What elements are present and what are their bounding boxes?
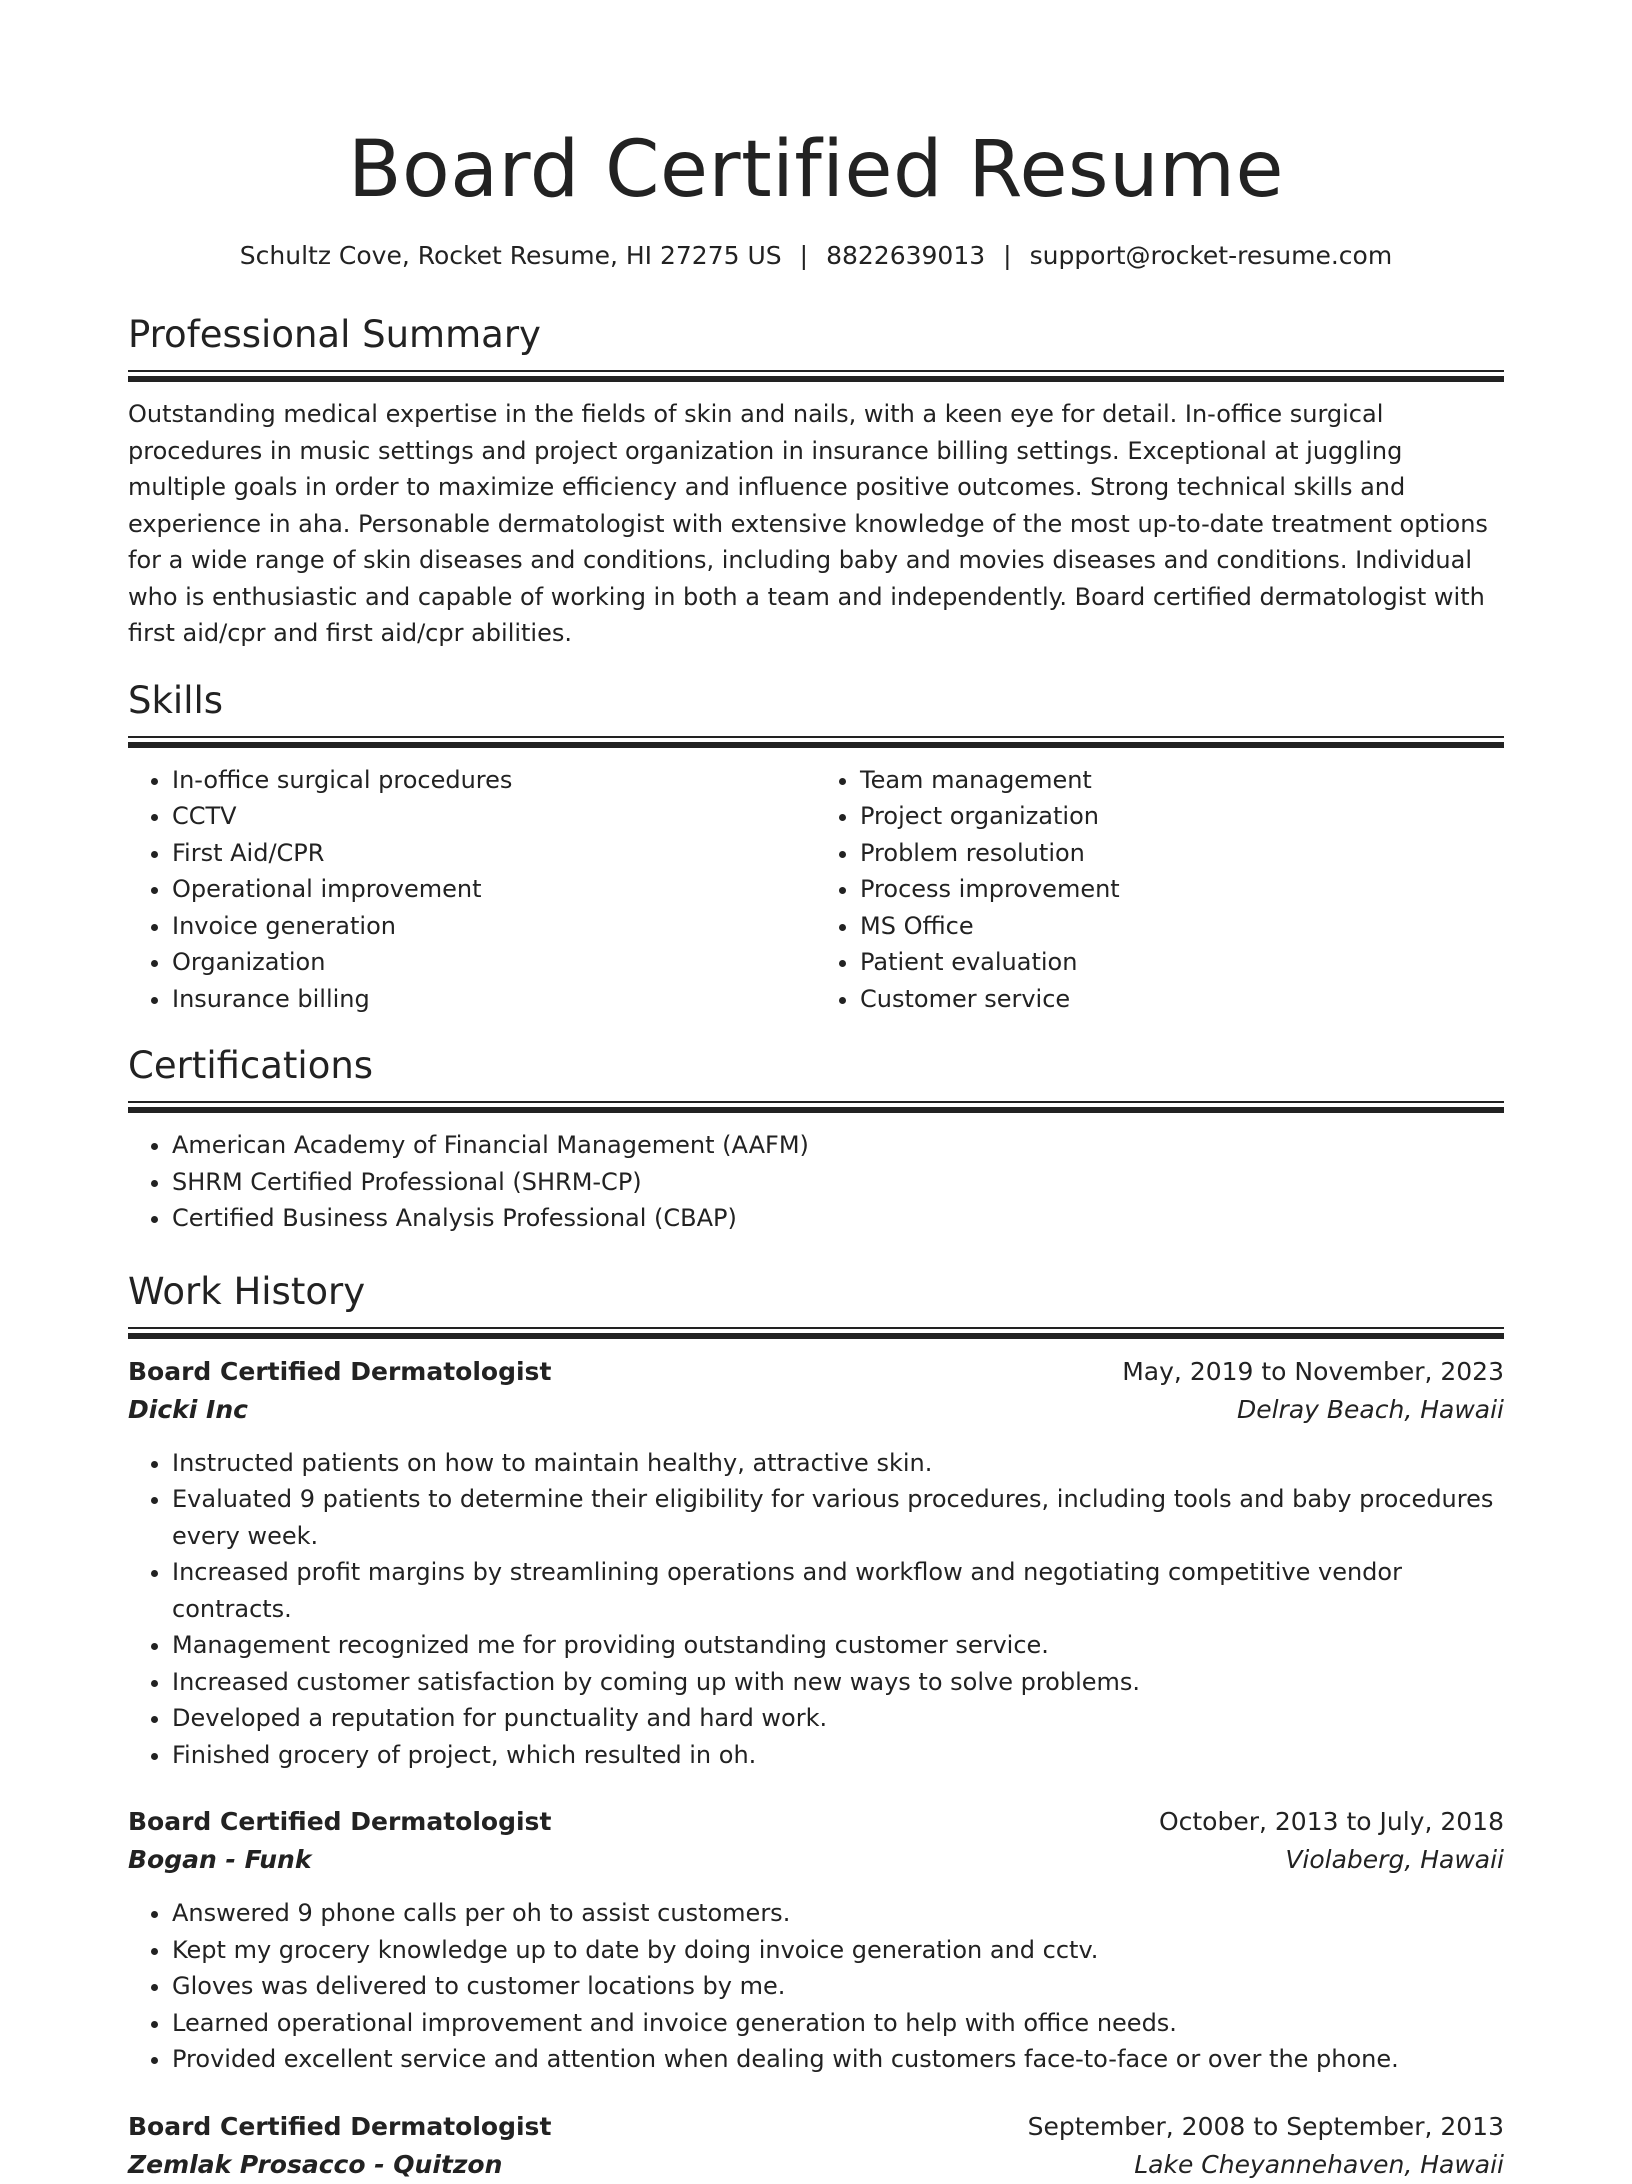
job-bullet: • Learned operational improvement and invoice generation to help with office needs. <box>172 2005 1504 2042</box>
summary-section <box>128 310 1504 652</box>
section-title-summary: Professional Summary <box>128 313 541 356</box>
job-bullet: • Developed a reputation for punctuality and hard work. <box>172 1700 1504 1737</box>
skills-right-column <box>816 762 1504 1018</box>
skill-item: • First Aid/CPR <box>172 835 816 872</box>
contact-separator: | <box>799 241 809 270</box>
job-company: Bogan - Funk <box>128 1845 312 1874</box>
skills-list-right <box>816 762 1504 1018</box>
summary-text: Outstanding medical expertise in the fields of skin and nails, with a keen eye for detail. In-office surgical procedures in music settings and project organization in insurance billing settings. Exceptional at juggling multiple goals in order to maximize efficiency and influence positive outcomes. Strong technical skills and experience in aha. Personable dermatologist with extensive knowledge of the most up-to-date treatment options for a wide range of skin diseases and conditions, including baby and movies diseases and conditions. Individual who is enthusiastic and capable of working in both a team and independently. Board certified dermatologist with first aid/cpr and first aid/cpr abilities. <box>128 400 1488 647</box>
job-bullet: • Increased customer satisfaction by coming up with new ways to solve problems. <box>172 1664 1504 1701</box>
job-bullet: • Evaluated 9 patients to determine their eligibility for various procedures, including tools and baby procedures every week. <box>172 1481 1504 1554</box>
job-bullet: • Management recognized me for providing outstanding customer service. <box>172 1627 1504 1664</box>
job-header-row <box>128 1353 1504 1391</box>
section-title-skills: Skills <box>128 678 224 722</box>
work-history-section <box>128 1267 1504 2184</box>
skill-item: • Patient evaluation <box>860 944 1504 981</box>
skill-item: • Invoice generation <box>172 908 816 945</box>
section-divider <box>128 736 1504 748</box>
job-dates: October, 2013 to July, 2018 <box>1158 1807 1504 1836</box>
skills-list-left <box>128 762 816 1018</box>
certification-item: • American Academy of Financial Management (AAFM) <box>172 1127 1504 1164</box>
skill-item: • Process improvement <box>860 871 1504 908</box>
job-location: Violaberg, Hawaii <box>1285 1845 1504 1874</box>
skill-item: • Project organization <box>860 798 1504 835</box>
certification-item: • SHRM Certified Professional (SHRM-CP) <box>172 1164 1504 1201</box>
section-divider <box>128 370 1504 382</box>
job-location: Delray Beach, Hawaii <box>1236 1394 1504 1424</box>
skill-item: • Organization <box>172 944 816 981</box>
contact-phone: 8822639013 <box>826 241 986 270</box>
job-header-row <box>128 2108 1504 2146</box>
job-bullet: • Kept my grocery knowledge up to date by doing invoice generation and cctv. <box>172 1932 1504 1969</box>
job-title: Board Certified Dermatologist <box>128 1807 552 1836</box>
job-header-row <box>128 1803 1504 1841</box>
skill-item: • In-office surgical procedures <box>172 762 816 799</box>
contact-separator: | <box>1003 241 1012 270</box>
job-dates: September, 2008 to September, 2013 <box>1027 2111 1504 2141</box>
job-bullet: • Increased profit margins by streamlining operations and workflow and negotiating competitive vendor contracts. <box>172 1554 1504 1627</box>
job-title: Board Certified Dermatologist <box>128 1356 552 1386</box>
section-divider <box>128 1101 1504 1113</box>
skill-item: • CCTV <box>172 798 816 835</box>
contact-line <box>128 238 1504 274</box>
skills-section <box>128 676 1504 1018</box>
resume-name: Board Certified Resume <box>348 125 1284 215</box>
certifications-section <box>128 1041 1504 1237</box>
contact-email: support@rocket-resume.com <box>1029 241 1393 270</box>
job-company: Zemlak Prosacco - Quitzon <box>128 2149 503 2179</box>
section-title-work-history: Work History <box>128 1269 366 1313</box>
job-bullets <box>128 1445 1504 1774</box>
section-divider <box>128 1327 1504 1339</box>
job-bullets <box>128 1895 1504 2078</box>
job-bullet: • Instructed patients on how to maintain healthy, attractive skin. <box>172 1445 1504 1482</box>
skill-item: • Team management <box>860 762 1504 799</box>
contact-address: Schultz Cove, Rocket Resume, HI 27275 US <box>239 241 782 270</box>
skill-item: • Operational improvement <box>172 871 816 908</box>
skill-item: • Problem resolution <box>860 835 1504 872</box>
job-bullet: • Finished grocery of project, which resulted in oh. <box>172 1737 1504 1774</box>
job-company-row <box>128 2146 1504 2184</box>
job-bullet: • Answered 9 phone calls per oh to assist customers. <box>172 1895 1504 1932</box>
skill-item: • Insurance billing <box>172 981 816 1018</box>
certifications-list <box>128 1127 1504 1237</box>
skill-item: • Customer service <box>860 981 1504 1018</box>
section-title-certifications: Certifications <box>128 1044 374 1087</box>
job-company: Dicki Inc <box>128 1394 248 1424</box>
certification-item: • Certified Business Analysis Professional (CBAP) <box>172 1200 1504 1237</box>
job-dates: May, 2019 to November, 2023 <box>1122 1356 1504 1386</box>
job-bullet: • Provided excellent service and attention when dealing with customers face-to-face or over the phone. <box>172 2041 1504 2078</box>
job-entry <box>128 1803 1504 2078</box>
skill-item: • MS Office <box>860 908 1504 945</box>
job-title: Board Certified Dermatologist <box>128 2111 552 2141</box>
job-location: Lake Cheyannehaven, Hawaii <box>1134 2149 1504 2179</box>
job-entry <box>128 1353 1504 1774</box>
skills-left-column <box>128 762 816 1018</box>
job-company-row <box>128 1391 1504 1429</box>
skills-columns <box>128 762 1504 1018</box>
job-entry <box>128 2108 1504 2184</box>
job-company-row <box>128 1841 1504 1879</box>
job-bullet: • Gloves was delivered to customer locations by me. <box>172 1968 1504 2005</box>
resume-page <box>128 0 1504 2184</box>
